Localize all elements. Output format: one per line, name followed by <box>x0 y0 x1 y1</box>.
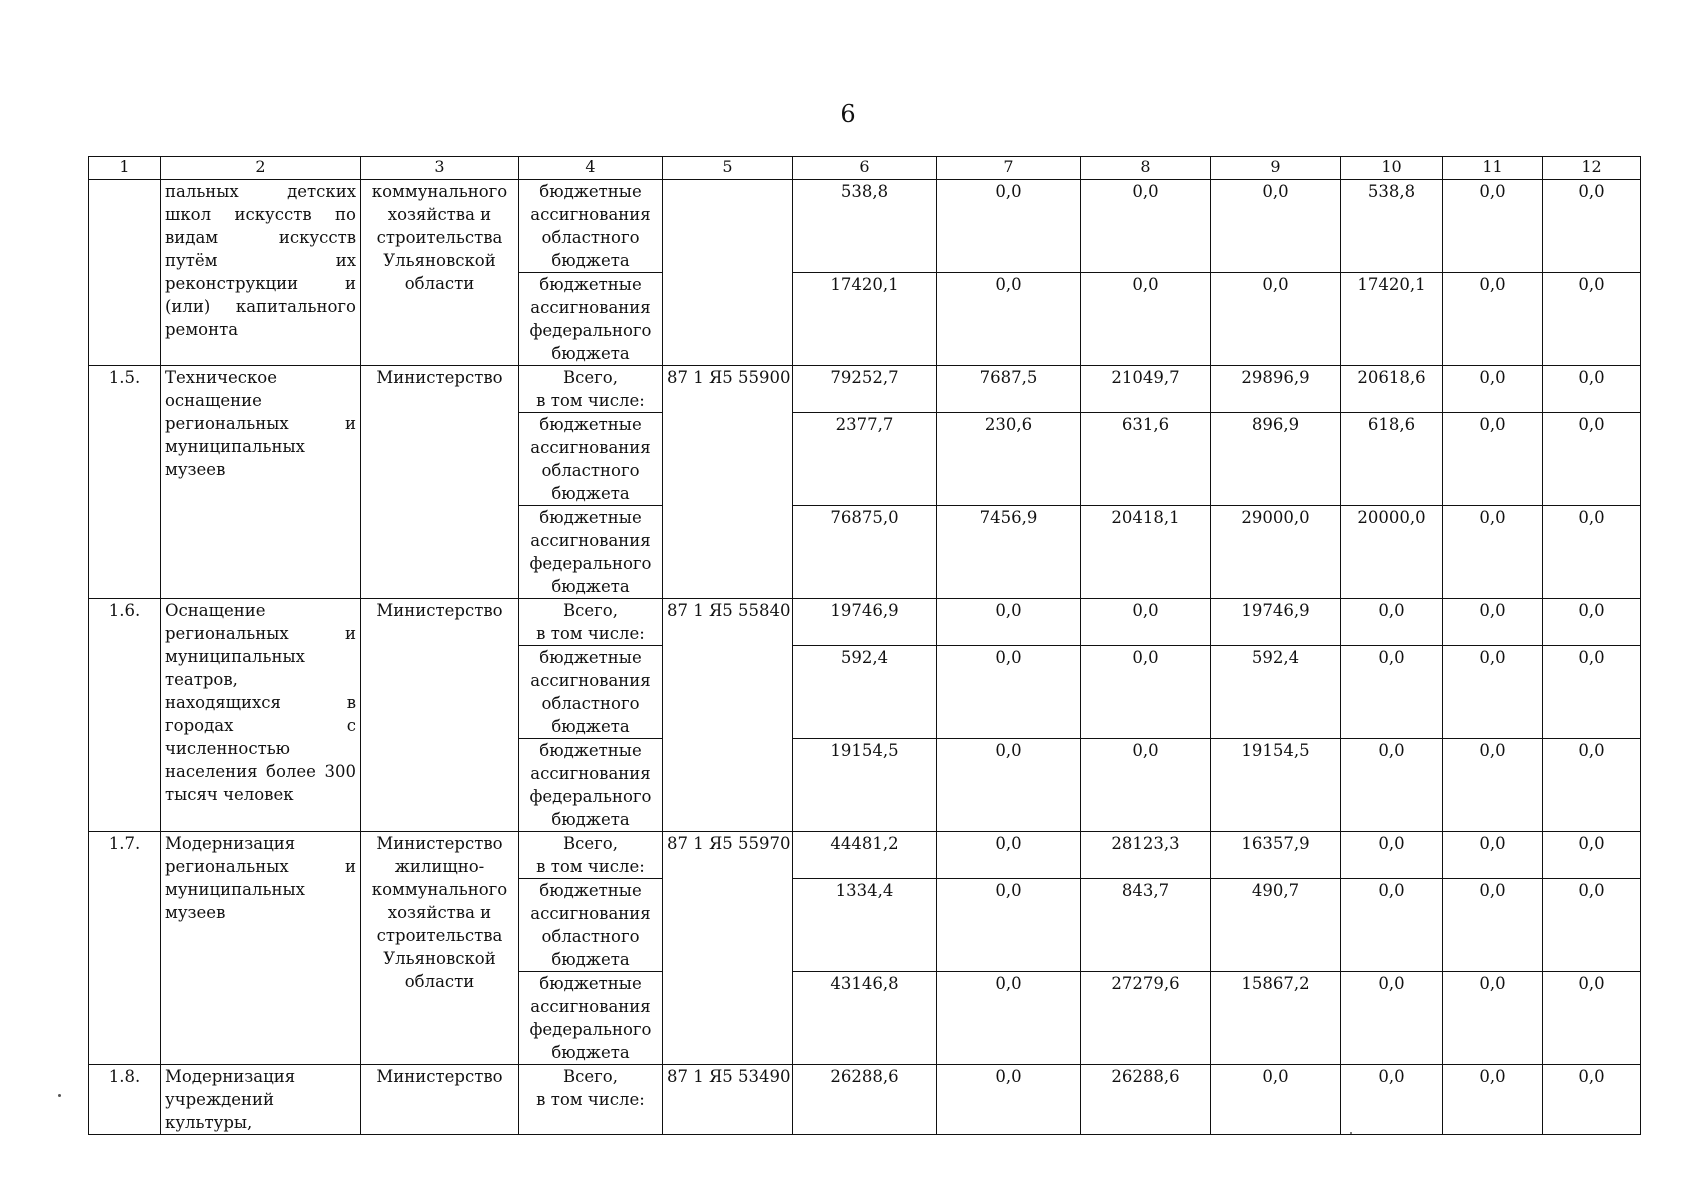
amount-col-11: 0,0 <box>1443 972 1543 1065</box>
amount-col-9: 490,7 <box>1211 879 1341 972</box>
amount-col-9: 15867,2 <box>1211 972 1341 1065</box>
amount-col-6: 43146,8 <box>793 972 937 1065</box>
item-name: Оснащение региональных и муниципальных театров, находящихся в городах с численностью населения более 300 тысяч человек <box>161 599 361 832</box>
amount-col-7: 0,0 <box>937 646 1081 739</box>
amount-col-12: 0,0 <box>1543 1065 1641 1135</box>
item-executor: Министерство <box>361 366 519 599</box>
amount-col-9: 29896,9 <box>1211 366 1341 413</box>
table-row <box>89 180 1641 273</box>
column-number-10: 10 <box>1341 157 1443 180</box>
amount-col-11: 0,0 <box>1443 646 1543 739</box>
amount-col-10: 0,0 <box>1341 832 1443 879</box>
item-executor: Министерство <box>361 599 519 832</box>
amount-col-9: 592,4 <box>1211 646 1341 739</box>
budget-code: 87 1 Я5 55970 <box>663 832 793 1065</box>
amount-col-7: 0,0 <box>937 1065 1081 1135</box>
item-name: Техническое оснащение региональных и муниципальных музеев <box>161 366 361 599</box>
amount-col-10: 0,0 <box>1341 739 1443 832</box>
amount-col-7: 0,0 <box>937 739 1081 832</box>
amount-col-7: 0,0 <box>937 972 1081 1065</box>
item-name: Модернизация учреждений культуры, <box>161 1065 361 1135</box>
item-executor: коммунального хозяйства и строительства Ульяновской области <box>361 180 519 366</box>
amount-col-11: 0,0 <box>1443 832 1543 879</box>
amount-col-12: 0,0 <box>1543 180 1641 273</box>
amount-col-11: 0,0 <box>1443 506 1543 599</box>
amount-col-7: 0,0 <box>937 879 1081 972</box>
amount-col-10: 538,8 <box>1341 180 1443 273</box>
budget-code: 87 1 Я5 53490 <box>663 1065 793 1135</box>
amount-col-10: 0,0 <box>1341 1065 1443 1135</box>
amount-col-10: 618,6 <box>1341 413 1443 506</box>
amount-col-10: 17420,1 <box>1341 273 1443 366</box>
budget-table <box>88 156 1641 1135</box>
amount-col-7: 0,0 <box>937 273 1081 366</box>
column-number-2: 2 <box>161 157 361 180</box>
item-name: Модернизация региональных и муниципальных музеев <box>161 832 361 1065</box>
amount-col-6: 26288,6 <box>793 1065 937 1135</box>
amount-col-12: 0,0 <box>1543 972 1641 1065</box>
amount-col-8: 0,0 <box>1081 180 1211 273</box>
funding-source: Всего, в том числе: <box>519 599 663 646</box>
table-row <box>89 1065 1641 1135</box>
amount-col-6: 44481,2 <box>793 832 937 879</box>
amount-col-8: 0,0 <box>1081 599 1211 646</box>
amount-col-10: 0,0 <box>1341 879 1443 972</box>
amount-col-9: 19154,5 <box>1211 739 1341 832</box>
funding-source: Всего, в том числе: <box>519 1065 663 1135</box>
funding-source: Всего, в том числе: <box>519 832 663 879</box>
amount-col-11: 0,0 <box>1443 273 1543 366</box>
amount-col-8: 28123,3 <box>1081 832 1211 879</box>
column-number-8: 8 <box>1081 157 1211 180</box>
amount-col-11: 0,0 <box>1443 366 1543 413</box>
column-number-7: 7 <box>937 157 1081 180</box>
amount-col-12: 0,0 <box>1543 832 1641 879</box>
amount-col-10: 0,0 <box>1341 646 1443 739</box>
funding-source: бюджетные ассигнования областного бюджета <box>519 413 663 506</box>
item-index: 1.5. <box>89 366 161 599</box>
amount-col-12: 0,0 <box>1543 879 1641 972</box>
amount-col-6: 592,4 <box>793 646 937 739</box>
page-number: 6 <box>840 100 856 128</box>
item-index: 1.6. <box>89 599 161 832</box>
amount-col-10: 0,0 <box>1341 599 1443 646</box>
table-body <box>89 157 1641 1135</box>
amount-col-7: 0,0 <box>937 180 1081 273</box>
column-number-12: 12 <box>1543 157 1641 180</box>
amount-col-11: 0,0 <box>1443 180 1543 273</box>
amount-col-12: 0,0 <box>1543 413 1641 506</box>
amount-col-12: 0,0 <box>1543 273 1641 366</box>
amount-col-7: 7456,9 <box>937 506 1081 599</box>
funding-source: бюджетные ассигнования федерального бюджета <box>519 273 663 366</box>
amount-col-8: 0,0 <box>1081 739 1211 832</box>
amount-col-6: 17420,1 <box>793 273 937 366</box>
amount-col-11: 0,0 <box>1443 739 1543 832</box>
amount-col-7: 230,6 <box>937 413 1081 506</box>
amount-col-7: 0,0 <box>937 599 1081 646</box>
amount-col-8: 20418,1 <box>1081 506 1211 599</box>
amount-col-11: 0,0 <box>1443 879 1543 972</box>
funding-source: бюджетные ассигнования областного бюджета <box>519 180 663 273</box>
item-executor: Министерство <box>361 1065 519 1135</box>
column-number-6: 6 <box>793 157 937 180</box>
amount-col-9: 16357,9 <box>1211 832 1341 879</box>
table-row <box>89 366 1641 413</box>
amount-col-9: 19746,9 <box>1211 599 1341 646</box>
column-number-1: 1 <box>89 157 161 180</box>
item-executor: Министерство жилищно-коммунального хозяйства и строительства Ульяновской области <box>361 832 519 1065</box>
scan-speck <box>1350 1132 1352 1134</box>
amount-col-6: 79252,7 <box>793 366 937 413</box>
amount-col-10: 20000,0 <box>1341 506 1443 599</box>
amount-col-8: 21049,7 <box>1081 366 1211 413</box>
amount-col-6: 76875,0 <box>793 506 937 599</box>
column-number-5: 5 <box>663 157 793 180</box>
amount-col-10: 0,0 <box>1341 972 1443 1065</box>
funding-source: бюджетные ассигнования федерального бюджета <box>519 739 663 832</box>
budget-code <box>663 180 793 366</box>
amount-col-9: 29000,0 <box>1211 506 1341 599</box>
amount-col-8: 0,0 <box>1081 273 1211 366</box>
amount-col-12: 0,0 <box>1543 366 1641 413</box>
budget-code: 87 1 Я5 55900 <box>663 366 793 599</box>
amount-col-11: 0,0 <box>1443 1065 1543 1135</box>
scan-speck <box>58 1094 61 1097</box>
item-index: 1.7. <box>89 832 161 1065</box>
amount-col-12: 0,0 <box>1543 599 1641 646</box>
column-number-row <box>89 157 1641 180</box>
amount-col-8: 843,7 <box>1081 879 1211 972</box>
amount-col-9: 0,0 <box>1211 1065 1341 1135</box>
amount-col-8: 631,6 <box>1081 413 1211 506</box>
amount-col-7: 7687,5 <box>937 366 1081 413</box>
amount-col-6: 2377,7 <box>793 413 937 506</box>
funding-source: бюджетные ассигнования федерального бюджета <box>519 506 663 599</box>
item-index <box>89 180 161 366</box>
funding-source: Всего, в том числе: <box>519 366 663 413</box>
funding-source: бюджетные ассигнования областного бюджета <box>519 646 663 739</box>
amount-col-7: 0,0 <box>937 832 1081 879</box>
funding-source: бюджетные ассигнования областного бюджета <box>519 879 663 972</box>
amount-col-6: 19154,5 <box>793 739 937 832</box>
amount-col-12: 0,0 <box>1543 506 1641 599</box>
item-index: 1.8. <box>89 1065 161 1135</box>
column-number-3: 3 <box>361 157 519 180</box>
budget-code: 87 1 Я5 55840 <box>663 599 793 832</box>
amount-col-6: 19746,9 <box>793 599 937 646</box>
amount-col-10: 20618,6 <box>1341 366 1443 413</box>
amount-col-9: 896,9 <box>1211 413 1341 506</box>
column-number-9: 9 <box>1211 157 1341 180</box>
amount-col-9: 0,0 <box>1211 273 1341 366</box>
amount-col-9: 0,0 <box>1211 180 1341 273</box>
column-number-11: 11 <box>1443 157 1543 180</box>
amount-col-12: 0,0 <box>1543 646 1641 739</box>
amount-col-11: 0,0 <box>1443 413 1543 506</box>
table-row <box>89 832 1641 879</box>
column-number-4: 4 <box>519 157 663 180</box>
amount-col-8: 27279,6 <box>1081 972 1211 1065</box>
amount-col-8: 0,0 <box>1081 646 1211 739</box>
item-name: пальных детских школ искусств по видам искусств путём их реконструкции и (или) капитального ремонта <box>161 180 361 366</box>
amount-col-8: 26288,6 <box>1081 1065 1211 1135</box>
funding-source: бюджетные ассигнования федерального бюджета <box>519 972 663 1065</box>
amount-col-11: 0,0 <box>1443 599 1543 646</box>
amount-col-12: 0,0 <box>1543 739 1641 832</box>
table-row <box>89 599 1641 646</box>
amount-col-6: 538,8 <box>793 180 937 273</box>
amount-col-6: 1334,4 <box>793 879 937 972</box>
